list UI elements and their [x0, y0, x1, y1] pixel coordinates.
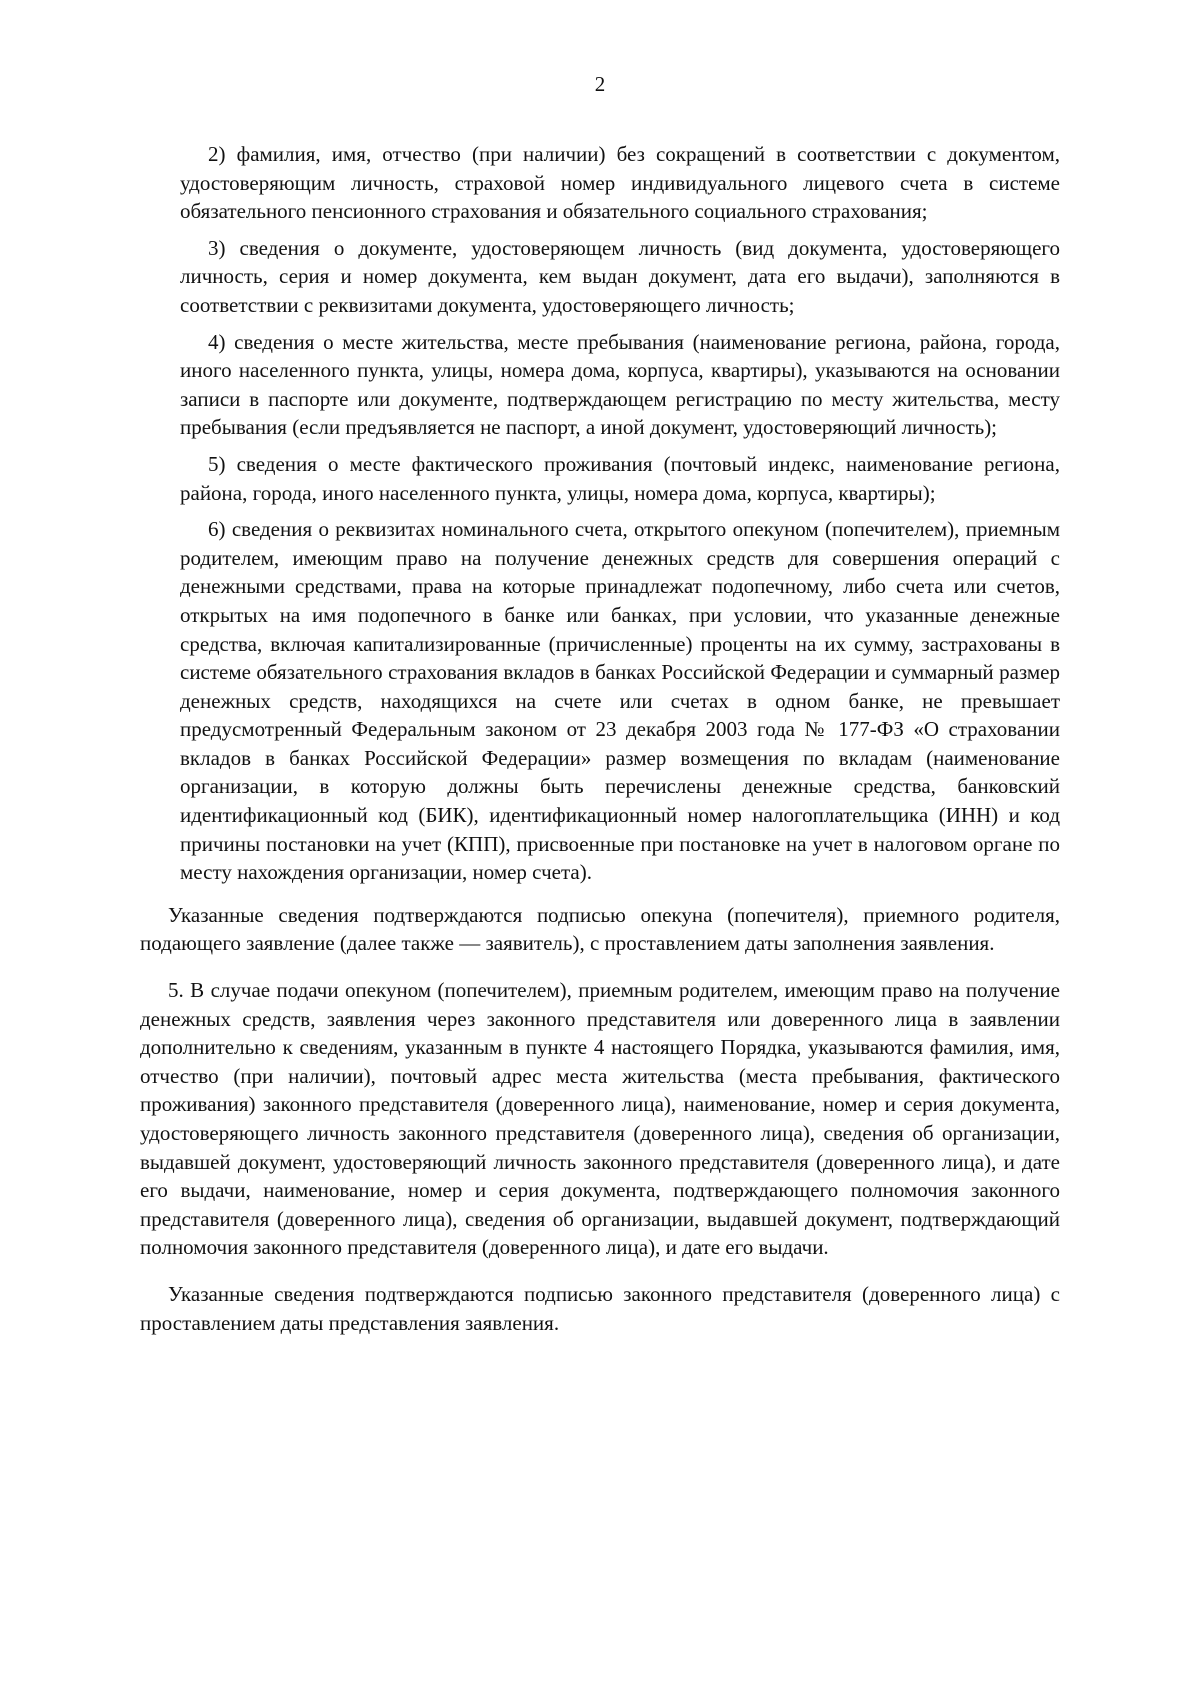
document-body	[140, 140, 1060, 1345]
list-item-3: 3) сведения о документе, удостоверяющем личность (вид документа, удостоверяющего личность, серия и номер документа, кем выдан документ, дата его выдачи), заполняются в соответствии с реквизитами документа, удостоверяющего личность;	[180, 235, 1060, 317]
list-item-4: 4) сведения о месте жительства, месте пребывания (наименование региона, района, города, иного населенного пункта, улицы, номера дома, корпуса, квартиры), указываются на основании записи в паспорте или документе, подтверждающем регистрацию по месту жительства, месту пребывания (если предъявляется не паспорт, а иной документ, удостоверяющий личность);	[180, 329, 1060, 440]
list-item-5: 5) сведения о месте фактического проживания (почтовый индекс, наименование региона, района, города, иного населенного пункта, улицы, номера дома, корпуса, квартиры);	[180, 451, 1060, 505]
applicant-confirmation-paragraph: Указанные сведения подтверждаются подписью опекуна (попечителя), приемного родителя, подающего заявление (далее также — заявитель), с проставлением даты заполнения заявления.	[140, 902, 1060, 956]
representative-confirmation-paragraph: Указанные сведения подтверждаются подписью законного представителя (доверенного лица) с проставлением даты представления заявления.	[140, 1281, 1060, 1335]
page-number: 2	[594, 72, 606, 96]
list-item-6: 6) сведения о реквизитах номинального счета, открытого опекуном (попечителем), приемным родителем, имеющим право на получение денежных средств для совершения операций с денежными средствами, права на которые принадлежат подопечному, либо счета или счетов, открытых на имя подопечного в банке или банках, при условии, что указанные денежные средства, включая капитализированные (причисленные) проценты на их сумму, застрахованы в системе обязательного страхования вкладов в банках Российской Федерации и суммарный размер денежных средств, находящихся на счете или счетах в одном банке, не превышает предусмотренный Федеральным законом от 23 декабря 2003 года № 177-ФЗ «О страховании вкладов в банках Российской Федерации» размер возмещения по вкладам (наименование организации, в которую должны быть перечислены денежные средства, банковский идентификационный код (БИК), идентификационный номер налогоплательщика (ИНН) и код причины постановки на учет (КПП), присвоенные при постановке на учет в налоговом органе по месту нахождения организации, номер счета).	[180, 517, 1060, 885]
requirements-list	[180, 140, 1060, 887]
list-item-2: 2) фамилия, имя, отчество (при наличии) без сокращений в соответствии с документом, удостоверяющим личность, страховой номер индивидуального лицевого счета в системе обязательного пенсионного страхования и обязательного социального страхования;	[180, 142, 1060, 224]
point-5-paragraph: 5. В случае подачи опекуном (попечителем), приемным родителем, имеющим право на получение денежных средств, заявления через законного представителя или доверенного лица в заявлении дополнительно к сведениям, указанным в пункте 4 настоящего Порядка, указываются фамилия, имя, отчество (при наличии), почтовый адрес места жительства (места пребывания, фактического проживания) законного представителя (доверенного лица), наименование, номер и серия документа, удостоверяющего личность законного представителя (доверенного лица), сведения об организации, выдавшей документ, удостоверяющий личность законного представителя (доверенного лица), и дате его выдачи, наименование, номер и серия документа, подтверждающего полномочия законного представителя (доверенного лица), сведения об организации, выдавшей документ, подтверждающий полномочия законного представителя (доверенного лица), и дате его выдачи.	[140, 978, 1060, 1260]
